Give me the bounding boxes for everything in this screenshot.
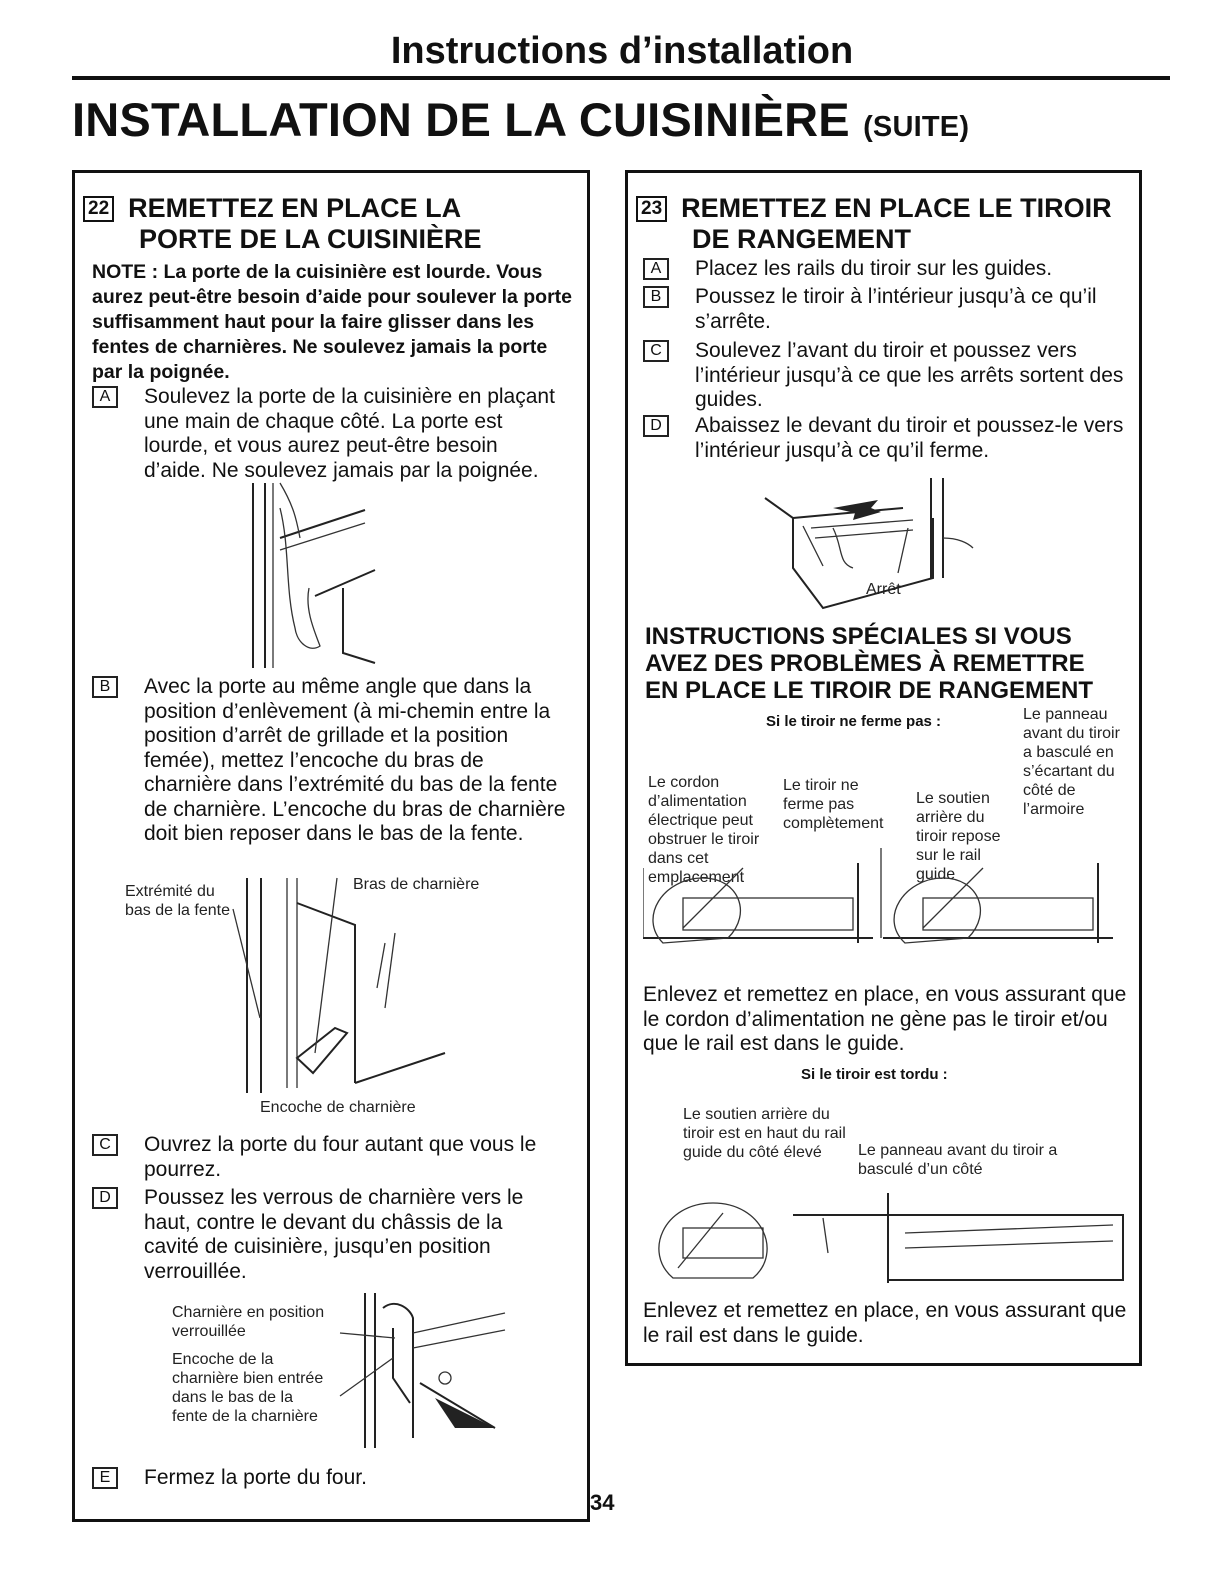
label-locked-hinge: Charnière en position verrouillée — [172, 1304, 325, 1340]
step-letter: B — [643, 286, 669, 308]
section-title — [72, 92, 969, 147]
page-number: 34 — [590, 1490, 615, 1515]
step-text: Placez les rails du tiroir sur les guides. — [695, 257, 1053, 280]
label-power-cord: Le cordon d’alimentation électrique peut obstruer le tiroir dans cet emplacement — [648, 774, 760, 886]
right-step-d — [643, 414, 1133, 463]
right-step-a — [643, 257, 1133, 282]
drawer-twisted-illustration — [643, 1193, 1133, 1293]
right-step-c — [643, 339, 1133, 413]
label-front-panel-tilted-side: Le panneau avant du tiroir a basculé d’un côté — [858, 1142, 1058, 1178]
case2-heading: Si le tiroir est tordu : — [801, 1066, 948, 1083]
label-stop: Arrêt — [866, 581, 901, 598]
right-title-line2: DE RANGEMENT — [692, 224, 912, 254]
left-step-c — [92, 1133, 562, 1182]
left-section-title — [83, 193, 583, 255]
step-text: Abaissez le devant du tiroir et poussez-le vers l’intérieur jusqu’à ce qu’il ferme. — [695, 414, 1124, 462]
page-header: Instructions d’installation — [390, 30, 854, 72]
left-note: NOTE : La porte de la cuisinière est lourde. Vous aurez peut-être besoin d’aide pour soulever la porte suffisamment haut pour la faire glisser dans les fentes de charnières. Ne soulevez jamais la porte par la poignée. — [92, 261, 573, 383]
door-lift-illustration — [225, 478, 455, 668]
step-text: Soulevez la porte de la cuisinière en plaçant une main de chaque côté. La porte est lourde, et vous aurez peut-être besoin d’aide. Ne soulevez jamais par la poignée. — [144, 385, 555, 482]
drawer-not-closing-illustration — [643, 848, 1133, 973]
left-panel — [72, 170, 590, 1522]
case2-instruction: Enlevez et remettez en place, en vous assurant que le rail est dans le guide. — [643, 1299, 1127, 1347]
left-step-e — [92, 1466, 562, 1491]
step-letter: C — [643, 340, 669, 362]
step-letter: D — [92, 1187, 118, 1209]
right-step-b — [643, 285, 1133, 334]
step-text: Poussez le tiroir à l’intérieur jusqu’à ce qu’il s’arrête. — [695, 285, 1097, 333]
left-step-a — [92, 385, 562, 483]
label-drawer-not-closed: Le tiroir ne ferme pas complètement — [783, 777, 884, 832]
label-notch-in-slot: Encoche de la charnière bien entrée dans le bas de la fente de la charnière — [172, 1351, 324, 1425]
locked-hinge-illustration — [335, 1288, 515, 1448]
step-text: Ouvrez la porte du four autant que vous le pourrez. — [144, 1133, 537, 1181]
step-letter: C — [92, 1134, 118, 1156]
case1-instruction: Enlevez et remettez en place, en vous assurant que le cordon d’alimentation ne gène pas le tiroir et/ou que le rail est dans le guide. — [643, 983, 1127, 1055]
left-step-b — [92, 675, 572, 847]
step-text: Avec la porte au même angle que dans la position d’enlèvement (à mi-chemin entre la position d’arrêt de grillade et la position femée), mettez l’encoche du bras de charnière dans l’extrémité du bas de la fente de charnière. L’encoche du bras de charnière doit bien reposer dans le bas de la fente. — [144, 675, 566, 845]
left-title-line2: PORTE DE LA CUISINIÈRE — [139, 224, 482, 254]
label-rear-support-high: Le soutien arrière du tiroir est en haut du rail guide du côté élevé — [683, 1106, 846, 1161]
step-letter: E — [92, 1467, 118, 1489]
section-title-text: INSTALLATION DE LA CUISINIÈRE — [72, 93, 850, 146]
step-text: Fermez la porte du four. — [144, 1466, 367, 1489]
step-letter: A — [92, 386, 118, 408]
left-title-line1: REMETTEZ EN PLACE LA — [128, 193, 462, 223]
step-letter: B — [92, 676, 118, 698]
label-hinge-arm: Bras de charnière — [353, 876, 480, 893]
step-letter: D — [643, 415, 669, 437]
special-instructions-title: INSTRUCTIONS SPÉCIALES SI VOUS AVEZ DES PROBLÈMES À REMETTRE EN PLACE LE TIROIR DE RANGEMENT — [645, 623, 1094, 704]
right-title-line1: REMETTEZ EN PLACE LE TIROIR — [681, 193, 1112, 223]
hinge-arm-illustration — [225, 873, 465, 1103]
step-text: Soulevez l’avant du tiroir et poussez vers l’intérieur jusqu’à ce que les arrêts sortent des guides. — [695, 339, 1124, 411]
right-section-number: 23 — [636, 196, 667, 222]
right-section-title — [636, 193, 1136, 255]
header-rule — [72, 76, 1170, 80]
section-title-suffix: (SUITE) — [863, 111, 970, 143]
label-front-panel-tilted-out: Le panneau avant du tiroir a basculé en s’écartant du côté de l’armoire — [1023, 706, 1120, 818]
right-panel — [625, 170, 1142, 1366]
case1-heading: Si le tiroir ne ferme pas : — [766, 713, 942, 730]
left-step-d — [92, 1186, 562, 1284]
step-letter: A — [643, 258, 669, 280]
label-rear-support-on-rail: Le soutien arrière du tiroir repose sur le rail guide — [916, 790, 1001, 883]
left-section-number: 22 — [83, 196, 114, 222]
label-slot-end: Extrémité du bas de la fente — [125, 883, 230, 919]
step-text: Poussez les verrous de charnière vers le haut, contre le devant du châssis de la cavité de cuisinière, jusqu’en position verrouillée. — [144, 1186, 524, 1283]
label-hinge-notch: Encoche de charnière — [260, 1099, 416, 1116]
